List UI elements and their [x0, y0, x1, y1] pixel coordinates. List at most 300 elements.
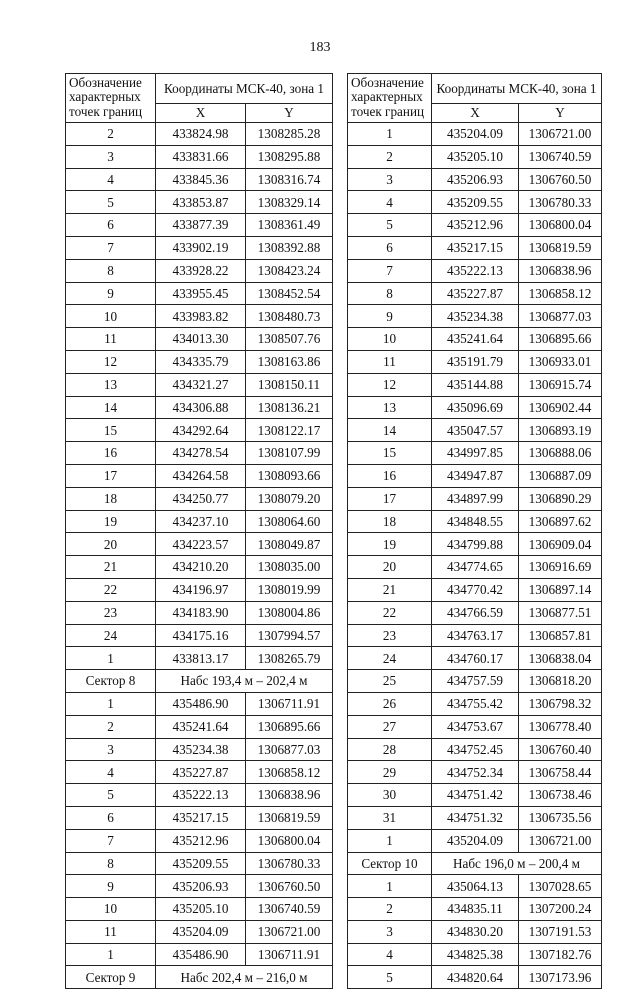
y-coordinate-cell: 1308507.76 [246, 328, 333, 351]
table-row [348, 556, 602, 579]
table-row [348, 328, 602, 351]
x-coordinate-cell: 435234.38 [156, 738, 246, 761]
designation-header: Обозначение характерных точек границ [66, 74, 156, 123]
y-coordinate-cell: 1306887.09 [519, 464, 602, 487]
table-row [66, 556, 333, 579]
y-coordinate-cell: 1306888.06 [519, 442, 602, 465]
y-coordinate-cell: 1306819.59 [246, 806, 333, 829]
table-row [66, 350, 333, 373]
point-number-cell: 30 [348, 784, 432, 807]
table-row [66, 898, 333, 921]
table-row [348, 145, 602, 168]
x-coordinate-cell: 433831.66 [156, 145, 246, 168]
y-coordinate-cell: 1306819.59 [519, 236, 602, 259]
x-coordinate-cell: 434752.34 [432, 761, 519, 784]
point-number-cell: 15 [348, 442, 432, 465]
point-number-cell: 24 [348, 647, 432, 670]
table-row [348, 806, 602, 829]
x-coordinate-cell: 435486.90 [156, 943, 246, 966]
table-row [348, 259, 602, 282]
y-coordinate-cell: 1306897.14 [519, 578, 602, 601]
x-column-header: X [432, 104, 519, 123]
point-number-cell: 5 [66, 784, 156, 807]
point-number-cell: 4 [348, 191, 432, 214]
elevation-range: Набс 193,4 м – 202,4 м [156, 670, 333, 693]
y-coordinate-cell: 1307191.53 [519, 920, 602, 943]
y-coordinate-cell: 1306838.96 [519, 259, 602, 282]
x-coordinate-cell: 435217.15 [156, 806, 246, 829]
point-number-cell: 21 [66, 556, 156, 579]
x-coordinate-cell: 434321.27 [156, 373, 246, 396]
y-coordinate-cell: 1306800.04 [246, 829, 333, 852]
point-number-cell: 3 [348, 920, 432, 943]
table-row [66, 145, 333, 168]
point-number-cell: 8 [348, 282, 432, 305]
y-coordinate-cell: 1308136.21 [246, 396, 333, 419]
x-coordinate-cell: 435064.13 [432, 875, 519, 898]
point-number-cell: 16 [66, 442, 156, 465]
coordinates-header: Координаты МСК-40, зона 1 [432, 74, 602, 104]
point-number-cell: 10 [66, 898, 156, 921]
x-coordinate-cell: 433877.39 [156, 214, 246, 237]
table-row [66, 396, 333, 419]
x-coordinate-cell: 433983.82 [156, 305, 246, 328]
x-coordinate-cell: 434223.57 [156, 533, 246, 556]
table-row [348, 578, 602, 601]
table-row [66, 191, 333, 214]
y-coordinate-cell: 1308163.86 [246, 350, 333, 373]
table-row [348, 875, 602, 898]
point-number-cell: 14 [348, 419, 432, 442]
point-number-cell: 2 [66, 123, 156, 146]
table-row [348, 761, 602, 784]
point-number-cell: 3 [66, 145, 156, 168]
table-row [348, 123, 602, 146]
table-row [66, 692, 333, 715]
table-row [66, 214, 333, 237]
x-coordinate-cell: 434997.85 [432, 442, 519, 465]
y-coordinate-cell: 1306838.96 [246, 784, 333, 807]
point-number-cell: 21 [348, 578, 432, 601]
point-number-cell: 2 [348, 145, 432, 168]
page-number: 183 [309, 40, 331, 55]
table-row [66, 282, 333, 305]
x-column-header: X [156, 104, 246, 123]
table-row [66, 738, 333, 761]
y-coordinate-cell: 1306740.59 [246, 898, 333, 921]
x-coordinate-cell: 434278.54 [156, 442, 246, 465]
x-coordinate-cell: 434196.97 [156, 578, 246, 601]
point-number-cell: 7 [66, 236, 156, 259]
x-coordinate-cell: 435204.09 [432, 829, 519, 852]
y-coordinate-cell: 1306721.00 [519, 123, 602, 146]
point-number-cell: 26 [348, 692, 432, 715]
y-coordinate-cell: 1306758.44 [519, 761, 602, 784]
table-row [348, 966, 602, 989]
table-row [66, 806, 333, 829]
point-number-cell: 8 [66, 259, 156, 282]
x-coordinate-cell: 433928.22 [156, 259, 246, 282]
table-row [66, 578, 333, 601]
x-coordinate-cell: 434335.79 [156, 350, 246, 373]
point-number-cell: 1 [66, 943, 156, 966]
x-coordinate-cell: 435209.55 [432, 191, 519, 214]
y-coordinate-cell: 1306877.03 [246, 738, 333, 761]
point-number-cell: 4 [66, 168, 156, 191]
x-coordinate-cell: 435206.93 [432, 168, 519, 191]
x-coordinate-cell: 435205.10 [156, 898, 246, 921]
table-row [348, 442, 602, 465]
table-row [66, 761, 333, 784]
y-coordinate-cell: 1308316.74 [246, 168, 333, 191]
x-coordinate-cell: 434013.30 [156, 328, 246, 351]
x-coordinate-cell: 435227.87 [432, 282, 519, 305]
sector-label: Сектор 8 [66, 670, 156, 693]
point-number-cell: 3 [66, 738, 156, 761]
table-row [348, 282, 602, 305]
sector-row [66, 966, 333, 989]
table-row [348, 191, 602, 214]
y-coordinate-cell: 1306909.04 [519, 533, 602, 556]
point-number-cell: 9 [66, 282, 156, 305]
x-coordinate-cell: 434947.87 [432, 464, 519, 487]
table-row [66, 624, 333, 647]
point-number-cell: 5 [66, 191, 156, 214]
table-row [348, 624, 602, 647]
x-coordinate-cell: 433824.98 [156, 123, 246, 146]
table-row [348, 419, 602, 442]
x-coordinate-cell: 435209.55 [156, 852, 246, 875]
y-coordinate-cell: 1308093.66 [246, 464, 333, 487]
y-coordinate-cell: 1306933.01 [519, 350, 602, 373]
table-row [66, 829, 333, 852]
table-row [348, 829, 602, 852]
table-row [348, 510, 602, 533]
point-number-cell: 15 [66, 419, 156, 442]
x-coordinate-cell: 434766.59 [432, 601, 519, 624]
y-coordinate-cell: 1308295.88 [246, 145, 333, 168]
y-coordinate-cell: 1306778.40 [519, 715, 602, 738]
designation-header: Обозначение характерных точек границ [348, 74, 432, 123]
y-coordinate-cell: 1308107.99 [246, 442, 333, 465]
x-coordinate-cell: 433955.45 [156, 282, 246, 305]
x-coordinate-cell: 434250.77 [156, 487, 246, 510]
x-coordinate-cell: 434753.67 [432, 715, 519, 738]
x-coordinate-cell: 435096.69 [432, 396, 519, 419]
sector-label: Сектор 9 [66, 966, 156, 989]
y-coordinate-cell: 1308392.88 [246, 236, 333, 259]
table-row [66, 419, 333, 442]
table-row [348, 236, 602, 259]
x-coordinate-cell: 435241.64 [156, 715, 246, 738]
table-row [348, 920, 602, 943]
y-coordinate-cell: 1308004.86 [246, 601, 333, 624]
point-number-cell: 11 [348, 350, 432, 373]
coordinates-header: Координаты МСК-40, зона 1 [156, 74, 333, 104]
table-row [66, 305, 333, 328]
x-coordinate-cell: 435241.64 [432, 328, 519, 351]
table-row [348, 601, 602, 624]
point-number-cell: 6 [348, 236, 432, 259]
y-coordinate-cell: 1308452.54 [246, 282, 333, 305]
table-row [66, 533, 333, 556]
table-row [348, 464, 602, 487]
point-number-cell: 22 [66, 578, 156, 601]
table-row [348, 715, 602, 738]
table-row [66, 852, 333, 875]
table-row [348, 738, 602, 761]
x-coordinate-cell: 435217.15 [432, 236, 519, 259]
table-row [66, 943, 333, 966]
y-coordinate-cell: 1306916.69 [519, 556, 602, 579]
table-row [348, 647, 602, 670]
x-coordinate-cell: 433902.19 [156, 236, 246, 259]
table-row [66, 920, 333, 943]
y-coordinate-cell: 1308150.11 [246, 373, 333, 396]
y-coordinate-cell: 1306902.44 [519, 396, 602, 419]
x-coordinate-cell: 434292.64 [156, 419, 246, 442]
x-coordinate-cell: 433813.17 [156, 647, 246, 670]
x-coordinate-cell: 433853.87 [156, 191, 246, 214]
point-number-cell: 6 [66, 806, 156, 829]
table-row [66, 259, 333, 282]
x-coordinate-cell: 434306.88 [156, 396, 246, 419]
y-coordinate-cell: 1306711.91 [246, 943, 333, 966]
point-number-cell: 10 [348, 328, 432, 351]
x-coordinate-cell: 434799.88 [432, 533, 519, 556]
point-number-cell: 11 [66, 328, 156, 351]
y-coordinate-cell: 1308049.87 [246, 533, 333, 556]
y-coordinate-cell: 1307200.24 [519, 898, 602, 921]
table-row [348, 533, 602, 556]
table-row [348, 396, 602, 419]
y-coordinate-cell: 1306798.32 [519, 692, 602, 715]
y-coordinate-cell: 1306893.19 [519, 419, 602, 442]
point-number-cell: 5 [348, 966, 432, 989]
point-number-cell: 16 [348, 464, 432, 487]
coordinates-table-right [347, 73, 602, 989]
point-number-cell: 10 [66, 305, 156, 328]
x-coordinate-cell: 434175.16 [156, 624, 246, 647]
point-number-cell: 18 [348, 510, 432, 533]
y-coordinate-cell: 1306858.12 [519, 282, 602, 305]
elevation-range: Набс 202,4 м – 216,0 м [156, 966, 333, 989]
x-coordinate-cell: 435206.93 [156, 875, 246, 898]
table-row [66, 875, 333, 898]
point-number-cell: 12 [66, 350, 156, 373]
point-number-cell: 18 [66, 487, 156, 510]
point-number-cell: 27 [348, 715, 432, 738]
y-coordinate-cell: 1307994.57 [246, 624, 333, 647]
point-number-cell: 4 [348, 943, 432, 966]
table-row [348, 692, 602, 715]
y-coordinate-cell: 1306711.91 [246, 692, 333, 715]
point-number-cell: 20 [348, 556, 432, 579]
coordinates-table-left [65, 73, 333, 989]
x-coordinate-cell: 434237.10 [156, 510, 246, 533]
y-coordinate-cell: 1306735.56 [519, 806, 602, 829]
point-number-cell: 23 [348, 624, 432, 647]
y-coordinate-cell: 1306738.46 [519, 784, 602, 807]
table-row [348, 670, 602, 693]
x-coordinate-cell: 434763.17 [432, 624, 519, 647]
y-coordinate-cell: 1308285.28 [246, 123, 333, 146]
x-coordinate-cell: 434210.20 [156, 556, 246, 579]
y-coordinate-cell: 1308265.79 [246, 647, 333, 670]
y-coordinate-cell: 1306780.33 [519, 191, 602, 214]
point-number-cell: 22 [348, 601, 432, 624]
point-number-cell: 24 [66, 624, 156, 647]
point-number-cell: 2 [66, 715, 156, 738]
x-coordinate-cell: 435234.38 [432, 305, 519, 328]
table-row [66, 464, 333, 487]
point-number-cell: 1 [66, 692, 156, 715]
point-number-cell: 4 [66, 761, 156, 784]
y-coordinate-cell: 1308035.00 [246, 556, 333, 579]
y-coordinate-cell: 1306897.62 [519, 510, 602, 533]
x-coordinate-cell: 434755.42 [432, 692, 519, 715]
sector-row [66, 670, 333, 693]
table-row [66, 715, 333, 738]
table-row [66, 647, 333, 670]
table-row [66, 236, 333, 259]
x-coordinate-cell: 435205.10 [432, 145, 519, 168]
y-coordinate-cell: 1308122.17 [246, 419, 333, 442]
x-coordinate-cell: 434774.65 [432, 556, 519, 579]
x-coordinate-cell: 434757.59 [432, 670, 519, 693]
y-coordinate-cell: 1308019.99 [246, 578, 333, 601]
point-number-cell: 7 [348, 259, 432, 282]
x-coordinate-cell: 435144.88 [432, 373, 519, 396]
x-coordinate-cell: 434897.99 [432, 487, 519, 510]
x-coordinate-cell: 434825.38 [432, 943, 519, 966]
x-coordinate-cell: 434264.58 [156, 464, 246, 487]
point-number-cell: 1 [348, 875, 432, 898]
point-number-cell: 17 [66, 464, 156, 487]
point-number-cell: 11 [66, 920, 156, 943]
x-coordinate-cell: 434751.32 [432, 806, 519, 829]
table-row [348, 898, 602, 921]
y-coordinate-cell: 1306915.74 [519, 373, 602, 396]
x-coordinate-cell: 434830.20 [432, 920, 519, 943]
x-coordinate-cell: 435486.90 [156, 692, 246, 715]
x-coordinate-cell: 435191.79 [432, 350, 519, 373]
y-column-header: Y [246, 104, 333, 123]
x-coordinate-cell: 435222.13 [156, 784, 246, 807]
y-coordinate-cell: 1306721.00 [519, 829, 602, 852]
y-coordinate-cell: 1306895.66 [246, 715, 333, 738]
table-body-right [348, 123, 602, 989]
point-number-cell: 19 [66, 510, 156, 533]
x-coordinate-cell: 434835.11 [432, 898, 519, 921]
table-body-left [66, 123, 333, 989]
point-number-cell: 12 [348, 373, 432, 396]
table-row [348, 214, 602, 237]
table-row [66, 784, 333, 807]
x-coordinate-cell: 434760.17 [432, 647, 519, 670]
table-row [348, 305, 602, 328]
y-coordinate-cell: 1306800.04 [519, 214, 602, 237]
point-number-cell: 31 [348, 806, 432, 829]
point-number-cell: 9 [348, 305, 432, 328]
point-number-cell: 1 [348, 829, 432, 852]
y-coordinate-cell: 1306895.66 [519, 328, 602, 351]
table-row [66, 123, 333, 146]
point-number-cell: 7 [66, 829, 156, 852]
point-number-cell: 25 [348, 670, 432, 693]
x-coordinate-cell: 434848.55 [432, 510, 519, 533]
table-row [66, 328, 333, 351]
x-coordinate-cell: 435047.57 [432, 419, 519, 442]
point-number-cell: 13 [66, 373, 156, 396]
y-coordinate-cell: 1308480.73 [246, 305, 333, 328]
point-number-cell: 14 [66, 396, 156, 419]
x-coordinate-cell: 435227.87 [156, 761, 246, 784]
point-number-cell: 8 [66, 852, 156, 875]
x-coordinate-cell: 434751.42 [432, 784, 519, 807]
point-number-cell: 3 [348, 168, 432, 191]
y-coordinate-cell: 1307028.65 [519, 875, 602, 898]
x-coordinate-cell: 435204.09 [156, 920, 246, 943]
y-coordinate-cell: 1308423.24 [246, 259, 333, 282]
point-number-cell: 19 [348, 533, 432, 556]
table-row [66, 487, 333, 510]
y-coordinate-cell: 1306877.03 [519, 305, 602, 328]
x-coordinate-cell: 433845.36 [156, 168, 246, 191]
table-row [66, 442, 333, 465]
x-coordinate-cell: 435212.96 [156, 829, 246, 852]
sector-label: Сектор 10 [348, 852, 432, 875]
y-coordinate-cell: 1306721.00 [246, 920, 333, 943]
x-coordinate-cell: 434752.45 [432, 738, 519, 761]
point-number-cell: 1 [66, 647, 156, 670]
y-coordinate-cell: 1308079.20 [246, 487, 333, 510]
y-coordinate-cell: 1308064.60 [246, 510, 333, 533]
y-coordinate-cell: 1306780.33 [246, 852, 333, 875]
table-row [66, 168, 333, 191]
point-number-cell: 29 [348, 761, 432, 784]
point-number-cell: 9 [66, 875, 156, 898]
y-coordinate-cell: 1306740.59 [519, 145, 602, 168]
point-number-cell: 5 [348, 214, 432, 237]
y-column-header: Y [519, 104, 602, 123]
y-coordinate-cell: 1307173.96 [519, 966, 602, 989]
y-coordinate-cell: 1306877.51 [519, 601, 602, 624]
table-row [348, 373, 602, 396]
table-row [66, 373, 333, 396]
y-coordinate-cell: 1308329.14 [246, 191, 333, 214]
y-coordinate-cell: 1306858.12 [246, 761, 333, 784]
table-row [348, 784, 602, 807]
point-number-cell: 1 [348, 123, 432, 146]
y-coordinate-cell: 1306838.04 [519, 647, 602, 670]
point-number-cell: 23 [66, 601, 156, 624]
table-row [348, 943, 602, 966]
point-number-cell: 6 [66, 214, 156, 237]
y-coordinate-cell: 1306818.20 [519, 670, 602, 693]
x-coordinate-cell: 435204.09 [432, 123, 519, 146]
point-number-cell: 20 [66, 533, 156, 556]
y-coordinate-cell: 1306760.50 [246, 875, 333, 898]
y-coordinate-cell: 1306857.81 [519, 624, 602, 647]
y-coordinate-cell: 1306760.40 [519, 738, 602, 761]
point-number-cell: 17 [348, 487, 432, 510]
y-coordinate-cell: 1306760.50 [519, 168, 602, 191]
sector-row [348, 852, 602, 875]
table-row [66, 510, 333, 533]
y-coordinate-cell: 1306890.29 [519, 487, 602, 510]
table-row [348, 168, 602, 191]
